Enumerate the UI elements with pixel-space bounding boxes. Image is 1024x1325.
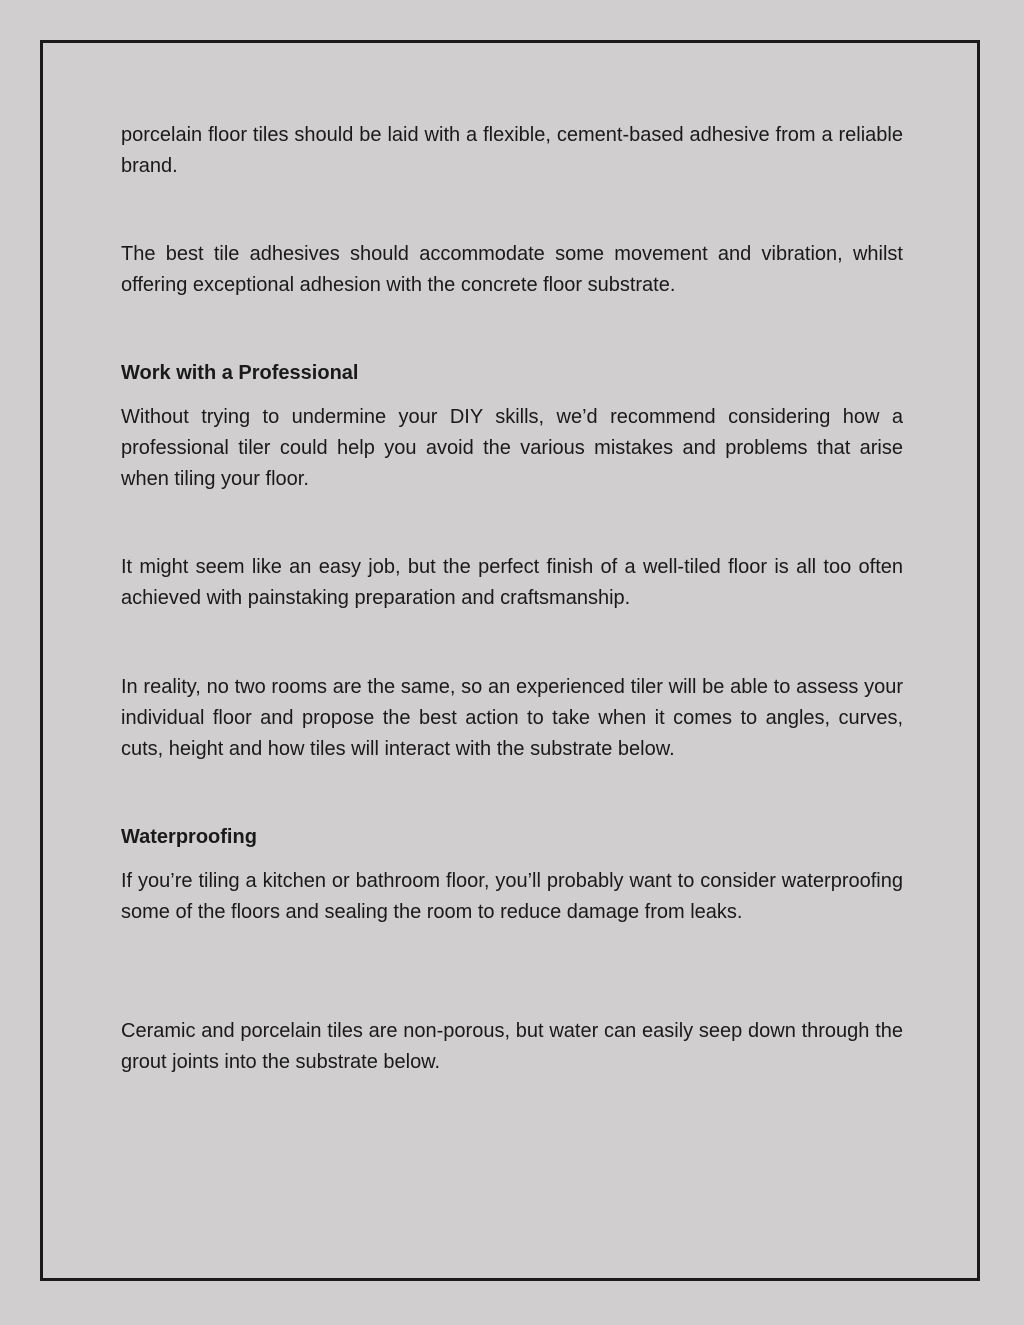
heading-waterproofing: Waterproofing: [121, 826, 257, 848]
page-frame: [40, 40, 980, 1281]
heading-work-with-professional: Work with a Professional: [121, 362, 359, 384]
paragraph-easy-job: It might seem like an easy job, but the perfect finish of a well-tiled floor is all too often achieved with painstaking preparation and craftsmanship.: [121, 556, 903, 609]
paragraph-adhesive-intro: porcelain floor tiles should be laid with a flexible, cement-based adhesive from a reliable brand.: [121, 124, 903, 177]
paragraph-no-two-rooms: In reality, no two rooms are the same, so an experienced tiler will be able to assess your individual floor and propose the best action to take when it comes to angles, curves, cuts, height and how tiles will interact with the substrate below.: [121, 676, 903, 760]
paragraph-best-adhesives: The best tile adhesives should accommodate some movement and vibration, whilst offering exceptional adhesion with the concrete floor substrate.: [121, 243, 903, 296]
paragraph-non-porous: Ceramic and porcelain tiles are non-porous, but water can easily seep down through the grout joints into the substrate below.: [121, 1020, 903, 1073]
paragraph-kitchen-bathroom: If you’re tiling a kitchen or bathroom floor, you’ll probably want to consider waterproofing some of the floors and sealing the room to reduce damage from leaks.: [121, 870, 903, 923]
paragraph-professional-tiler: Without trying to undermine your DIY skills, we’d recommend considering how a professional tiler could help you avoid the various mistakes and problems that arise when tiling your floor.: [121, 406, 903, 490]
